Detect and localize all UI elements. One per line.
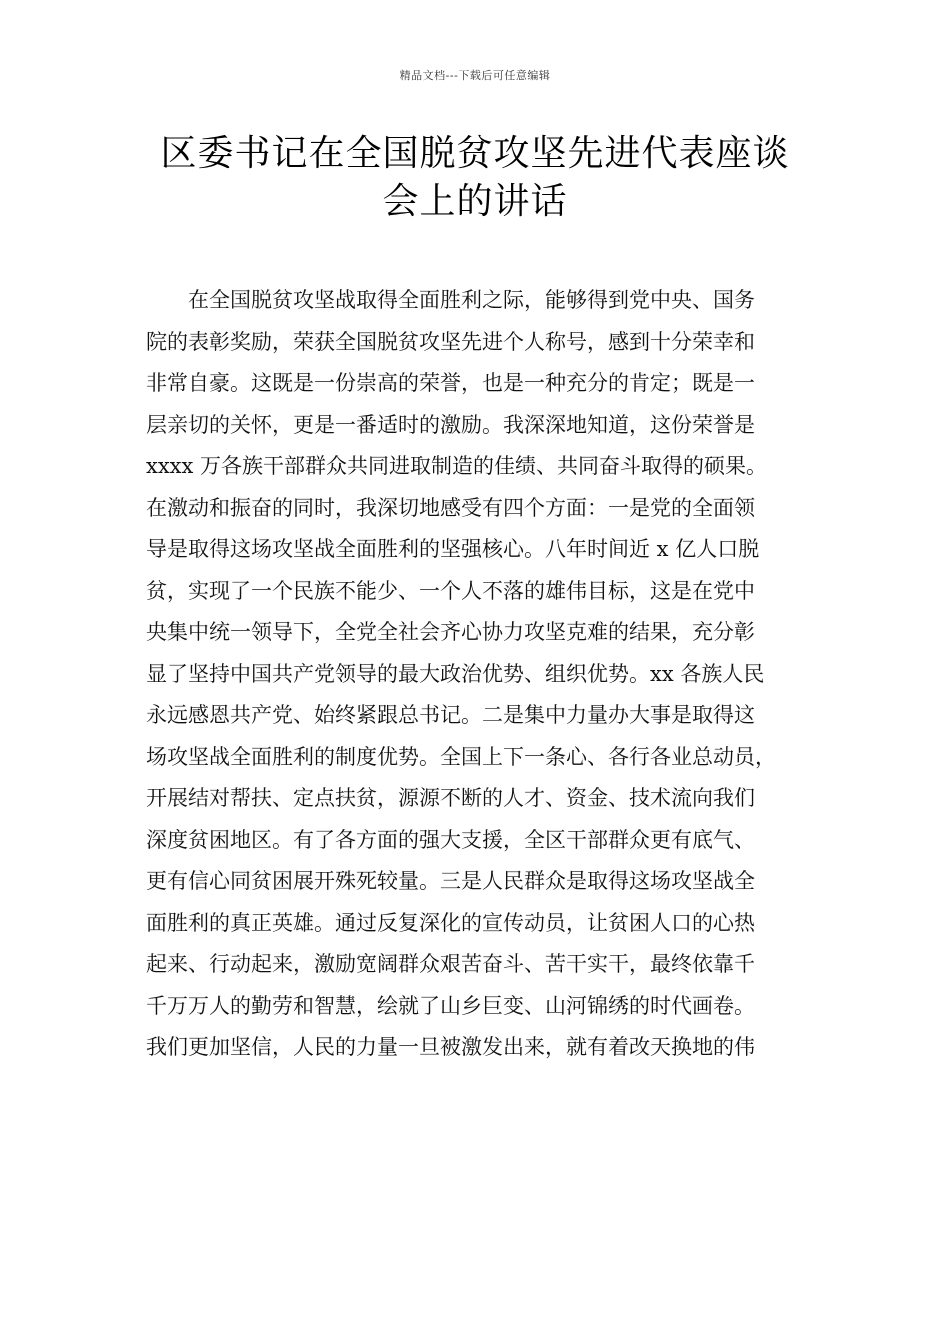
body-line: 永远感恩共产党、始终紧跟总书记。二是集中力量办大事是取得这	[146, 703, 755, 727]
body-line: 千万万人的勤劳和智慧，绘就了山乡巨变、山河锦绣的时代画卷。	[146, 993, 755, 1018]
body-line: 我们更加坚信，人民的力量一旦被激发出来，就有着改天换地的伟	[146, 1035, 755, 1059]
body-line: 起来、行动起来，激励宽阔群众艰苦奋斗、苦干实干，最终依靠千	[146, 952, 755, 976]
body-line: 院的表彰奖励，荣获全国脱贫攻坚先进个人称号，感到十分荣幸和	[146, 329, 755, 354]
body-line: 在激动和振奋的同时，我深切地感受有四个方面：一是党的全面领	[146, 495, 755, 520]
header-note: 精品文档---下载后可任意编辑	[399, 69, 551, 82]
body-line: 在全国脱贫攻坚战取得全面胜利之际，能够得到党中央、国务	[146, 288, 755, 312]
body-line: 显了坚持中国共产党领导的最大政治优势、组织优势。xx 各族人民	[146, 661, 765, 686]
body-line: 开展结对帮扶、定点扶贫，源源不断的人才、资金、技术流向我们	[146, 786, 755, 810]
title-line: 会上的讲话	[382, 181, 568, 222]
body-line: 层亲切的关怀，更是一番适时的激励。我深深地知道，这份荣誉是	[146, 412, 755, 437]
body-line: 贫，实现了一个民族不能少、一个人不落的雄伟目标，这是在党中	[146, 578, 755, 603]
body-line: 导是取得这场攻坚战全面胜利的坚强核心。八年时间近 x 亿人口脱	[146, 537, 760, 561]
body-line: 场攻坚战全面胜利的制度优势。全国上下一条心、各行各业总动员，	[146, 744, 776, 769]
body-line: xxxx 万各族干部群众共同进取制造的佳绩、共同奋斗取得的硕果。	[146, 454, 768, 478]
document-title	[120, 130, 830, 226]
body-line: 深度贫困地区。有了各方面的强大支援，全区干部群众更有底气、	[146, 827, 755, 852]
body-line: 央集中统一领导下，全党全社会齐心协力攻坚克难的结果，充分彰	[146, 620, 755, 644]
title-line: 区委书记在全国脱贫攻坚先进代表座谈	[160, 133, 790, 174]
body-line: 面胜利的真正英雄。通过反复深化的宣传动员，让贫困人口的心热	[146, 910, 755, 935]
body-line: 非常自豪。这既是一份崇高的荣誉，也是一种充分的肯定；既是一	[146, 371, 755, 395]
body-line: 更有信心同贫困展开殊死较量。三是人民群众是取得这场攻坚战全	[146, 869, 755, 893]
body-paragraph	[146, 280, 826, 1069]
